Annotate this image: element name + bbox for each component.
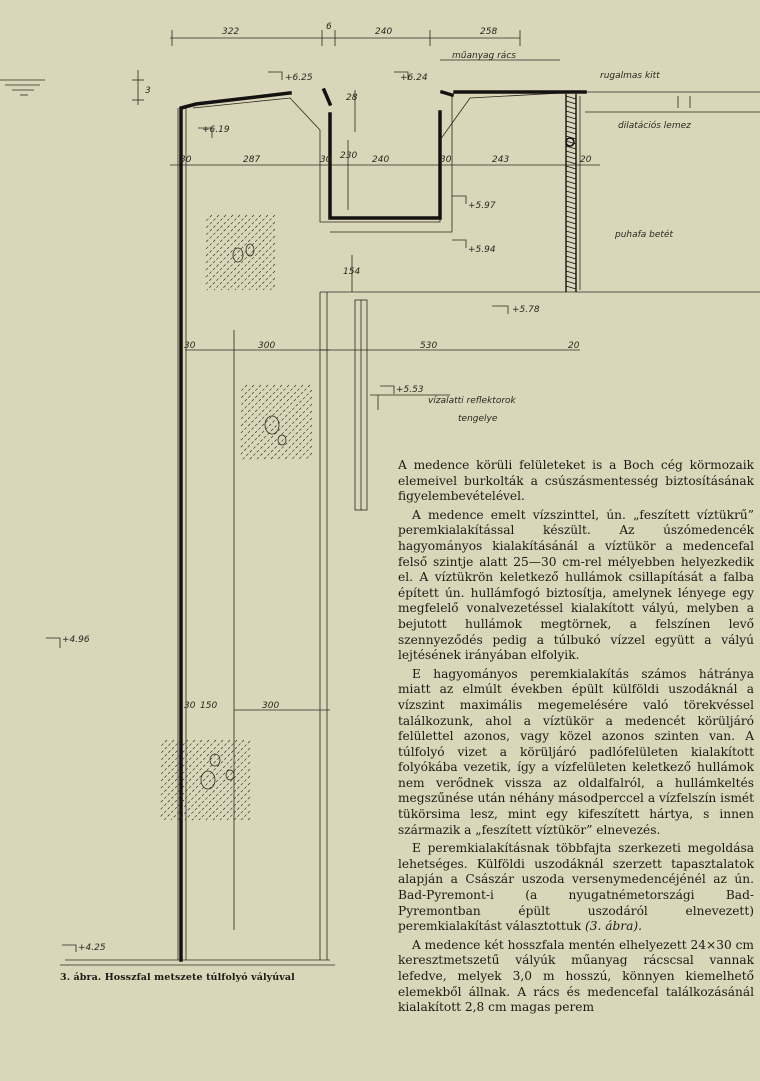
paragraph-4-main: E peremkialakításnak többfajta szerkezeti megoldása lehetséges. Külföldi uszodáknál szerzett tapasztalatok alapján a Császár uszoda versenymedencéjénél az ún. Bad-Pyremont-i (a nyugatnémetországi Bad-Pyremontban épült uszodáról elnevezett) peremkialakítást választottuk (398, 841, 754, 934)
dim-20a: 20 (580, 155, 592, 165)
dim-150: 150 (200, 701, 218, 711)
dim-20b: 20 (568, 341, 580, 351)
dim-258: 258 (480, 27, 498, 37)
figure-reference: (3. ábra). (584, 919, 642, 934)
dim-3: 3 (145, 86, 151, 96)
dim-322: 322 (222, 27, 240, 37)
dim-300b: 300 (262, 701, 280, 711)
paragraph-1: A medence körüli felületeket is a Boch cég körmozaik elemeivel burkolták a csúszásmentesség biztosításának figyelembevételével. (398, 458, 754, 504)
dim-287: 287 (243, 155, 261, 165)
paragraph-5: A medence két hosszfala mentén elhelyezett 24×30 cm keresztmetszetű vályúk műanyag rácscsal vannak lefedve, melyek 3,0 m hosszú, könnyen kiemelhető elemekből állnak. A rács és medencefal találkozásánál kialakított 2,8 cm magas perem (398, 937, 754, 1015)
dim-30e: 30 (184, 701, 196, 711)
dim-30a: 30 (180, 155, 192, 165)
paragraph-4 (398, 841, 754, 935)
label-rugalmas-kitt: rugalmas kitt (600, 71, 660, 81)
dim-530: 530 (420, 341, 438, 351)
dim-243: 243 (492, 155, 510, 165)
dim-619: +6.19 (202, 125, 230, 135)
label-vizalatti-1: vízalatti reflektorok (428, 396, 516, 406)
label-vizalatti-2: tengelye (458, 414, 498, 424)
figure-caption: 3. ábra. Hosszfal metszete túlfolyó vályúval (60, 972, 295, 983)
dim-240-mid: 240 (372, 155, 390, 165)
dim-6: 6 (326, 22, 332, 32)
article-text (398, 458, 754, 1019)
dim-154: 154 (343, 267, 361, 277)
dim-30d: 30 (184, 341, 196, 351)
dim-30c: 30 (440, 155, 452, 165)
dim-30b: 30 (320, 155, 332, 165)
dim-594: +5.94 (468, 245, 496, 255)
dim-553: +5.53 (396, 385, 424, 395)
dim-425: +4.25 (78, 943, 106, 953)
paragraph-2: A medence emelt vízszinttel, ún. „feszített víztükrű” peremkialakítással készült. Az úszómedencék hagyományos kialakításánál a víztükör a medencefal felső szintje alatt 25—30 cm-rel mélyebben helyezkedik el. A víztükrön keletkező hullámok csillapítását a falba épített ún. hullámfogó biztosítja, amelynek lényege egy megfelelő vonalvezetéssel kialakított vályú, melyben a bejutott hullámok megtörnek, a felszínen levő szennyeződés pedig a túlbukó vízzel együtt a vályú lejtésének irányában elfolyik. (398, 507, 754, 663)
dim-240-top: 240 (375, 27, 393, 37)
dim-578: +5.78 (512, 305, 540, 315)
label-puhafa-betet: puhafa betét (615, 230, 674, 240)
dim-597: +5.97 (468, 201, 496, 211)
label-muanyag-racs: műanyag rács (452, 51, 516, 61)
dim-625: +6.25 (285, 73, 313, 83)
label-dilatacios-lemez: dilatációs lemez (618, 121, 691, 131)
dim-300a: 300 (258, 341, 276, 351)
dim-28: 28 (346, 93, 358, 103)
dim-230: 230 (340, 151, 358, 161)
dim-624: +6.24 (400, 73, 428, 83)
paragraph-3: E hagyományos peremkialakítás számos hátránya miatt az elmúlt években épült külföldi uszodáknál a vízszint maximális megemelésére való törekvéssel találkozunk, ahol a víztükör a medencét körüljáró felülettel azonos, vagy közel azonos szinten van. A túlfolyó vizet a körüljáró padlófelületen kialakított folyókába vezetik, így a vízfelületen keletkező hullámok nem verődnek vissza az oldalfalról, a hullámkeltés megszűnése után néhány másodperccel a vízfelszín ismét tükörsima lesz, mint egy kifeszített hártya, s innen származik a „feszített víztükör” elnevezés. (398, 666, 754, 837)
dim-496: +4.96 (62, 635, 90, 645)
